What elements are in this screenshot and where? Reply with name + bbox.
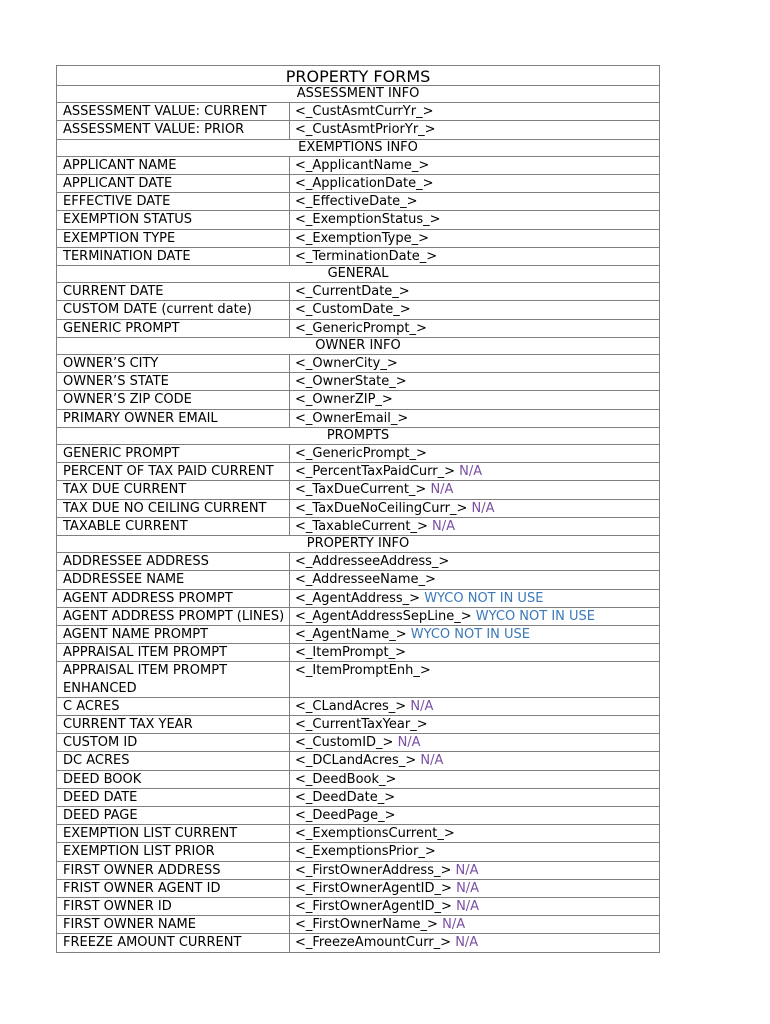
field-label: FIRST OWNER ADDRESS bbox=[57, 862, 290, 879]
field-value-text: <_AgentAddress_> bbox=[295, 590, 421, 606]
field-label: AGENT ADDRESS PROMPT bbox=[57, 590, 290, 607]
field-value bbox=[290, 553, 659, 570]
field-value-text: <_OwnerEmail_> bbox=[295, 410, 409, 426]
table-row bbox=[56, 175, 660, 193]
field-value bbox=[290, 230, 659, 247]
field-note: N/A bbox=[471, 500, 495, 516]
field-value bbox=[290, 590, 659, 607]
section-header: OWNER INFO bbox=[56, 338, 660, 355]
table-row bbox=[56, 355, 660, 373]
field-value-text: <_GenericPrompt_> bbox=[295, 445, 427, 461]
field-label: C ACRES bbox=[57, 698, 290, 715]
table-row bbox=[56, 121, 660, 139]
field-label: CURRENT TAX YEAR bbox=[57, 716, 290, 733]
field-value-text: <_TaxableCurrent_> bbox=[295, 518, 428, 534]
field-value bbox=[290, 103, 659, 120]
table-row bbox=[56, 463, 660, 481]
table-row bbox=[56, 571, 660, 589]
table-row bbox=[56, 230, 660, 248]
field-value bbox=[290, 662, 659, 696]
table-row bbox=[56, 716, 660, 734]
table-row bbox=[56, 807, 660, 825]
field-note: WYCO NOT IN USE bbox=[424, 590, 544, 606]
field-label: TAX DUE CURRENT bbox=[57, 481, 290, 498]
field-label: AGENT NAME PROMPT bbox=[57, 626, 290, 643]
table-row bbox=[56, 698, 660, 716]
table-row bbox=[56, 880, 660, 898]
field-note: WYCO NOT IN USE bbox=[410, 627, 530, 642]
field-note: N/A bbox=[432, 518, 456, 534]
field-label: DEED BOOK bbox=[57, 771, 290, 788]
field-label: DC ACRES bbox=[57, 752, 290, 769]
field-value bbox=[290, 283, 659, 300]
field-value-text: <_OwnerState_> bbox=[295, 374, 407, 390]
field-value bbox=[290, 807, 659, 824]
table-row bbox=[56, 898, 660, 916]
field-value bbox=[290, 518, 659, 535]
field-label: ADDRESSEE ADDRESS bbox=[57, 553, 290, 570]
field-value-text: <_TerminationDate_> bbox=[295, 248, 438, 264]
field-value bbox=[290, 644, 659, 661]
field-label: DEED DATE bbox=[57, 789, 290, 806]
field-label: OWNER’S ZIP CODE bbox=[57, 391, 290, 408]
field-label: APPLICANT NAME bbox=[57, 157, 290, 174]
field-label: PERCENT OF TAX PAID CURRENT bbox=[57, 463, 290, 480]
field-label: EXEMPTION LIST CURRENT bbox=[57, 825, 290, 842]
field-note: N/A bbox=[455, 935, 479, 951]
field-label: ASSESSMENT VALUE: CURRENT bbox=[57, 103, 290, 120]
field-value bbox=[290, 916, 659, 933]
field-note: N/A bbox=[456, 899, 480, 915]
field-value-text: <_ExemptionsCurrent_> bbox=[295, 826, 455, 842]
field-value bbox=[290, 771, 659, 788]
field-value-text: <_ApplicantName_> bbox=[295, 157, 430, 173]
field-label: DEED PAGE bbox=[57, 807, 290, 824]
field-value-text: <_EffectiveDate_> bbox=[295, 194, 418, 210]
field-note: N/A bbox=[397, 735, 421, 751]
table-row bbox=[56, 103, 660, 121]
field-value bbox=[290, 880, 659, 897]
field-value bbox=[290, 843, 659, 860]
table-body bbox=[56, 86, 660, 953]
field-value-text: <_ItemPrompt_> bbox=[295, 645, 407, 661]
field-note: N/A bbox=[455, 862, 479, 878]
table-row bbox=[56, 734, 660, 752]
field-label: FREEZE AMOUNT CURRENT bbox=[57, 934, 290, 951]
field-label: GENERIC PROMPT bbox=[57, 320, 290, 337]
field-value bbox=[290, 355, 659, 372]
table-row bbox=[56, 320, 660, 338]
field-label: FIRST OWNER NAME bbox=[57, 916, 290, 933]
field-value bbox=[290, 716, 659, 733]
field-value-text: <_FirstOwnerAddress_> bbox=[295, 862, 452, 878]
table-row bbox=[56, 916, 660, 934]
field-value-text: <_FreezeAmountCurr_> bbox=[295, 935, 452, 951]
field-value-text: <_CustomID_> bbox=[295, 735, 394, 751]
field-label: EXEMPTION STATUS bbox=[57, 211, 290, 228]
field-value-text: <_FirstOwnerAgentID_> bbox=[295, 880, 452, 896]
field-value-text: <_ExemptionType_> bbox=[295, 230, 429, 246]
field-note: N/A bbox=[442, 917, 466, 933]
field-value-text: <_AddresseeAddress_> bbox=[295, 554, 450, 570]
field-label: CUSTOM DATE (current date) bbox=[57, 301, 290, 318]
field-value bbox=[290, 825, 659, 842]
field-value-text: <_FirstOwnerAgentID_> bbox=[295, 899, 452, 915]
field-value bbox=[290, 301, 659, 318]
table-row bbox=[56, 934, 660, 952]
table-row bbox=[56, 481, 660, 499]
field-value-text: <_CurrentDate_> bbox=[295, 284, 410, 300]
field-value-text: <_OwnerZIP_> bbox=[295, 392, 393, 408]
field-value-text: <_CustomDate_> bbox=[295, 302, 411, 318]
field-note: N/A bbox=[459, 464, 483, 480]
field-value bbox=[290, 248, 659, 265]
field-value bbox=[290, 934, 659, 951]
property-forms-table bbox=[56, 65, 660, 953]
field-note: WYCO NOT IN USE bbox=[475, 608, 596, 624]
field-label: EXEMPTION LIST PRIOR bbox=[57, 843, 290, 860]
field-label: OWNER’S CITY bbox=[57, 355, 290, 372]
table-row bbox=[56, 608, 660, 626]
table-row bbox=[56, 752, 660, 770]
field-label: APPRAISAL ITEM PROMPT ENHANCED bbox=[57, 662, 290, 696]
field-label: ADDRESSEE NAME bbox=[57, 571, 290, 588]
table-row bbox=[56, 193, 660, 211]
field-value-text: <_ApplicationDate_> bbox=[295, 175, 434, 191]
field-value-text: <_CustAsmtPriorYr_> bbox=[295, 122, 436, 138]
table-row bbox=[56, 410, 660, 428]
field-value bbox=[290, 752, 659, 769]
field-value-text: <_DeedPage_> bbox=[295, 808, 396, 824]
field-value bbox=[290, 698, 659, 715]
field-value bbox=[290, 121, 659, 138]
field-value-text: <_TaxDueNoCeilingCurr_> bbox=[295, 500, 468, 516]
field-value-text: <_AgentName_> bbox=[295, 627, 407, 642]
table-row bbox=[56, 248, 660, 266]
field-value bbox=[290, 445, 659, 462]
table-row bbox=[56, 590, 660, 608]
field-value bbox=[290, 481, 659, 498]
table-row bbox=[56, 843, 660, 861]
section-header: PROPERTY INFO bbox=[56, 536, 660, 553]
field-value-text: <_ItemPromptEnh_> bbox=[295, 663, 431, 679]
table-row bbox=[56, 553, 660, 571]
field-value bbox=[290, 626, 659, 643]
field-note: N/A bbox=[456, 880, 480, 896]
field-label: GENERIC PROMPT bbox=[57, 445, 290, 462]
field-note: N/A bbox=[410, 698, 434, 714]
table-row bbox=[56, 500, 660, 518]
field-value-text: <_AddresseeName_> bbox=[295, 572, 436, 588]
field-value bbox=[290, 391, 659, 408]
table-row bbox=[56, 789, 660, 807]
table-row bbox=[56, 518, 660, 536]
table-row bbox=[56, 771, 660, 789]
table-row bbox=[56, 644, 660, 662]
field-label: OWNER’S STATE bbox=[57, 373, 290, 390]
field-label: EFFECTIVE DATE bbox=[57, 193, 290, 210]
field-label: APPLICANT DATE bbox=[57, 175, 290, 192]
field-value-text: <_PercentTaxPaidCurr_> bbox=[295, 464, 456, 480]
table-title: PROPERTY FORMS bbox=[56, 65, 660, 86]
field-value bbox=[290, 193, 659, 210]
field-note: N/A bbox=[430, 482, 454, 498]
field-label: FIRST OWNER ID bbox=[57, 898, 290, 915]
field-value-text: <_FirstOwnerName_> bbox=[295, 917, 438, 933]
field-value-text: <_CurrentTaxYear_> bbox=[295, 717, 428, 733]
field-value bbox=[290, 373, 659, 390]
field-value-text: <_DeedDate_> bbox=[295, 789, 396, 805]
field-value-text: <_TaxDueCurrent_> bbox=[295, 482, 427, 498]
section-header: GENERAL bbox=[56, 266, 660, 283]
section-header: PROMPTS bbox=[56, 428, 660, 445]
field-value-text: <_CustAsmtCurrYr_> bbox=[295, 104, 434, 120]
table-row bbox=[56, 825, 660, 843]
table-row bbox=[56, 662, 660, 697]
field-value bbox=[290, 157, 659, 174]
table-row bbox=[56, 626, 660, 644]
field-label: TERMINATION DATE bbox=[57, 248, 290, 265]
field-value-text: <_AgentAddressSepLine_> bbox=[295, 608, 472, 624]
field-label: CUSTOM ID bbox=[57, 734, 290, 751]
table-row bbox=[56, 283, 660, 301]
field-value bbox=[290, 175, 659, 192]
field-value-text: <_ExemptionStatus_> bbox=[295, 212, 441, 228]
table-row bbox=[56, 445, 660, 463]
field-label: PRIMARY OWNER EMAIL bbox=[57, 410, 290, 427]
field-value-text: <_DeedBook_> bbox=[295, 771, 397, 787]
field-value-text: <_DCLandAcres_> bbox=[295, 753, 417, 769]
field-value-text: <_GenericPrompt_> bbox=[295, 320, 427, 336]
field-label: EXEMPTION TYPE bbox=[57, 230, 290, 247]
field-value-text: <_CLandAcres_> bbox=[295, 698, 407, 714]
field-value bbox=[290, 320, 659, 337]
section-header: ASSESSMENT INFO bbox=[56, 86, 660, 103]
field-value bbox=[290, 898, 659, 915]
table-row bbox=[56, 211, 660, 229]
field-value bbox=[290, 608, 659, 625]
field-value bbox=[290, 463, 659, 480]
table-row bbox=[56, 157, 660, 175]
table-row bbox=[56, 862, 660, 880]
field-label: FRIST OWNER AGENT ID bbox=[57, 880, 290, 897]
field-value bbox=[290, 734, 659, 751]
field-label: AGENT ADDRESS PROMPT (LINES) bbox=[57, 608, 290, 625]
field-value bbox=[290, 211, 659, 228]
section-header: EXEMPTIONS INFO bbox=[56, 140, 660, 157]
table-row bbox=[56, 373, 660, 391]
field-value bbox=[290, 571, 659, 588]
field-label: TAXABLE CURRENT bbox=[57, 518, 290, 535]
field-note: N/A bbox=[420, 753, 444, 769]
table-row bbox=[56, 301, 660, 319]
field-label: CURRENT DATE bbox=[57, 283, 290, 300]
field-value bbox=[290, 500, 659, 517]
field-label: APPRAISAL ITEM PROMPT bbox=[57, 644, 290, 661]
field-value bbox=[290, 789, 659, 806]
field-value-text: <_ExemptionsPrior_> bbox=[295, 844, 436, 860]
field-label: TAX DUE NO CEILING CURRENT bbox=[57, 500, 290, 517]
table-row bbox=[56, 391, 660, 409]
field-label: ASSESSMENT VALUE: PRIOR bbox=[57, 121, 290, 138]
field-value bbox=[290, 410, 659, 427]
field-value-text: <_OwnerCity_> bbox=[295, 355, 398, 371]
field-value bbox=[290, 862, 659, 879]
